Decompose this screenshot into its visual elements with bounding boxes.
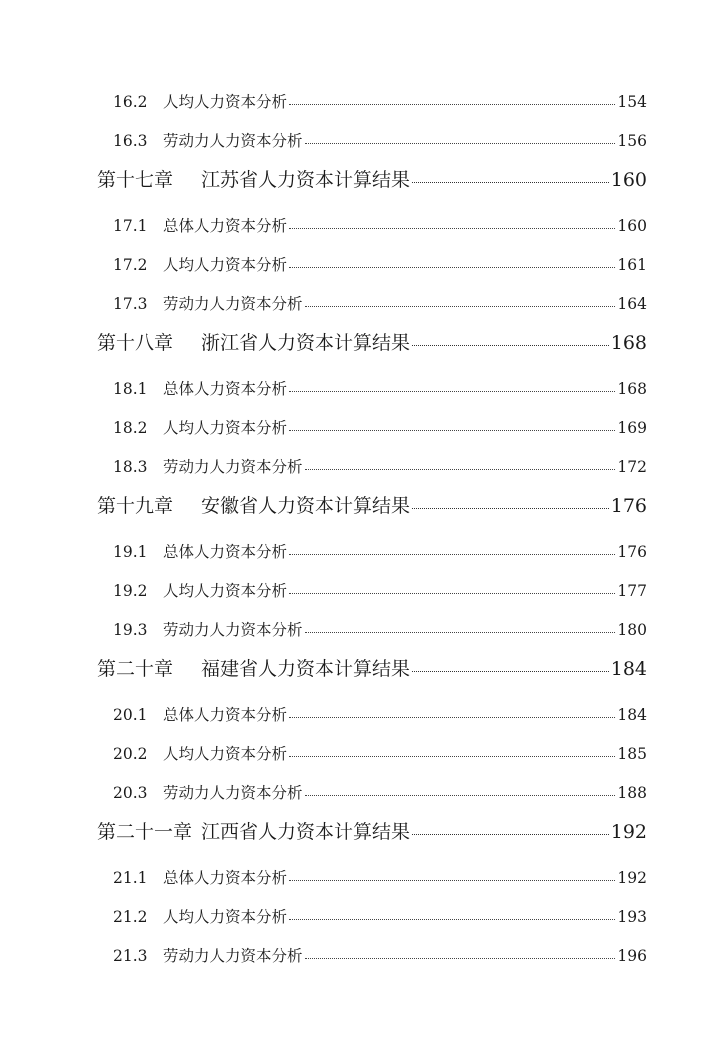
- chapter-number: 第二十一章: [97, 821, 193, 843]
- toc-section-entry[interactable]: [113, 618, 647, 642]
- dot-leader: [305, 783, 616, 799]
- section-title: 总体人力资本分析: [163, 869, 288, 887]
- dot-leader: [289, 542, 615, 558]
- toc-section-entry[interactable]: [113, 742, 647, 766]
- page-number: 176: [617, 543, 647, 561]
- page-number: 169: [617, 419, 647, 437]
- page-number: 161: [617, 256, 647, 274]
- chapter-title: 江苏省人力资本计算结果: [201, 169, 411, 191]
- toc-chapter-entry[interactable]: [97, 328, 647, 356]
- section-title: 人均人力资本分析: [163, 745, 288, 763]
- page-number: 180: [617, 621, 647, 639]
- toc-section-entry[interactable]: [113, 781, 647, 805]
- page-number: 185: [617, 745, 647, 763]
- section-number: 18.3: [113, 458, 148, 476]
- toc-chapter-entry[interactable]: [97, 165, 647, 193]
- page-number: 193: [617, 908, 647, 926]
- dot-leader: [289, 581, 615, 597]
- chapter-title: 浙江省人力资本计算结果: [201, 332, 411, 354]
- page-number: 192: [617, 869, 647, 887]
- section-number: 16.3: [113, 132, 148, 150]
- toc-section-entry[interactable]: [113, 416, 647, 440]
- toc-section-entry[interactable]: [113, 540, 647, 564]
- section-number: 20.3: [113, 784, 148, 802]
- toc-section-entry[interactable]: [113, 90, 647, 114]
- section-number: 20.1: [113, 706, 148, 724]
- chapter-number: 第二十章: [97, 658, 174, 680]
- toc-section-entry[interactable]: [113, 703, 647, 727]
- dot-leader: [305, 620, 616, 636]
- chapter-title: 江西省人力资本计算结果: [201, 821, 411, 843]
- page-number: 177: [617, 582, 647, 600]
- dot-leader: [305, 946, 616, 962]
- dot-leader: [412, 493, 609, 512]
- dot-leader: [289, 907, 615, 923]
- section-title: 人均人力资本分析: [163, 93, 288, 111]
- dot-leader: [289, 255, 615, 271]
- section-number: 19.3: [113, 621, 148, 639]
- section-number: 20.2: [113, 745, 148, 763]
- toc-section-entry[interactable]: [113, 455, 647, 479]
- dot-leader: [412, 819, 609, 838]
- toc-section-entry[interactable]: [113, 866, 647, 890]
- dot-leader: [305, 457, 616, 473]
- section-title: 总体人力资本分析: [163, 706, 288, 724]
- section-title: 劳动力人力资本分析: [163, 132, 303, 150]
- toc-section-entry[interactable]: [113, 905, 647, 929]
- dot-leader: [412, 330, 609, 349]
- chapter-number: 第十八章: [97, 332, 174, 354]
- dot-leader: [289, 418, 615, 434]
- section-title: 总体人力资本分析: [163, 217, 288, 235]
- section-title: 劳动力人力资本分析: [163, 295, 303, 313]
- dot-leader: [412, 167, 609, 186]
- section-number: 16.2: [113, 93, 148, 111]
- page-number: 184: [610, 658, 647, 680]
- page-number: 196: [617, 947, 647, 965]
- page-number: 160: [617, 217, 647, 235]
- toc-section-entry[interactable]: [113, 292, 647, 316]
- toc-section-entry[interactable]: [113, 944, 647, 968]
- page-number: 192: [610, 821, 647, 843]
- toc-section-entry[interactable]: [113, 579, 647, 603]
- page-number: 154: [617, 93, 647, 111]
- page-number: 172: [617, 458, 647, 476]
- page-number: 164: [617, 295, 647, 313]
- section-number: 19.2: [113, 582, 148, 600]
- toc-chapter-entry[interactable]: [97, 491, 647, 519]
- page-number: 156: [617, 132, 647, 150]
- page-number: 168: [617, 380, 647, 398]
- section-title: 劳动力人力资本分析: [163, 947, 303, 965]
- section-title: 总体人力资本分析: [163, 543, 288, 561]
- section-title: 劳动力人力资本分析: [163, 458, 303, 476]
- chapter-title: 福建省人力资本计算结果: [201, 658, 411, 680]
- section-number: 18.2: [113, 419, 148, 437]
- section-number: 17.3: [113, 295, 148, 313]
- dot-leader: [305, 131, 616, 147]
- toc-section-entry[interactable]: [113, 129, 647, 153]
- page-number: 168: [610, 332, 647, 354]
- toc-section-entry[interactable]: [113, 214, 647, 238]
- toc-section-entry[interactable]: [113, 253, 647, 277]
- section-title: 总体人力资本分析: [163, 380, 288, 398]
- section-title: 人均人力资本分析: [163, 908, 288, 926]
- page-number: 160: [610, 169, 647, 191]
- dot-leader: [289, 868, 615, 884]
- section-number: 19.1: [113, 543, 148, 561]
- toc-chapter-entry[interactable]: [97, 654, 647, 682]
- section-number: 21.3: [113, 947, 148, 965]
- dot-leader: [289, 92, 615, 108]
- dot-leader: [305, 294, 616, 310]
- section-number: 17.2: [113, 256, 148, 274]
- section-title: 人均人力资本分析: [163, 419, 288, 437]
- section-title: 劳动力人力资本分析: [163, 784, 303, 802]
- section-number: 18.1: [113, 380, 148, 398]
- chapter-title: 安徽省人力资本计算结果: [201, 495, 411, 517]
- section-number: 21.1: [113, 869, 148, 887]
- section-number: 17.1: [113, 217, 148, 235]
- page-number: 188: [617, 784, 647, 802]
- dot-leader: [289, 379, 615, 395]
- dot-leader: [412, 656, 609, 675]
- section-title: 人均人力资本分析: [163, 582, 288, 600]
- section-title: 劳动力人力资本分析: [163, 621, 303, 639]
- toc-chapter-entry[interactable]: [97, 817, 647, 845]
- chapter-number: 第十九章: [97, 495, 174, 517]
- section-number: 21.2: [113, 908, 148, 926]
- dot-leader: [289, 744, 615, 760]
- toc-section-entry[interactable]: [113, 377, 647, 401]
- page-number: 184: [617, 706, 647, 724]
- dot-leader: [289, 705, 615, 721]
- chapter-number: 第十七章: [97, 169, 174, 191]
- section-title: 人均人力资本分析: [163, 256, 288, 274]
- page-number: 176: [610, 495, 647, 517]
- dot-leader: [289, 216, 615, 232]
